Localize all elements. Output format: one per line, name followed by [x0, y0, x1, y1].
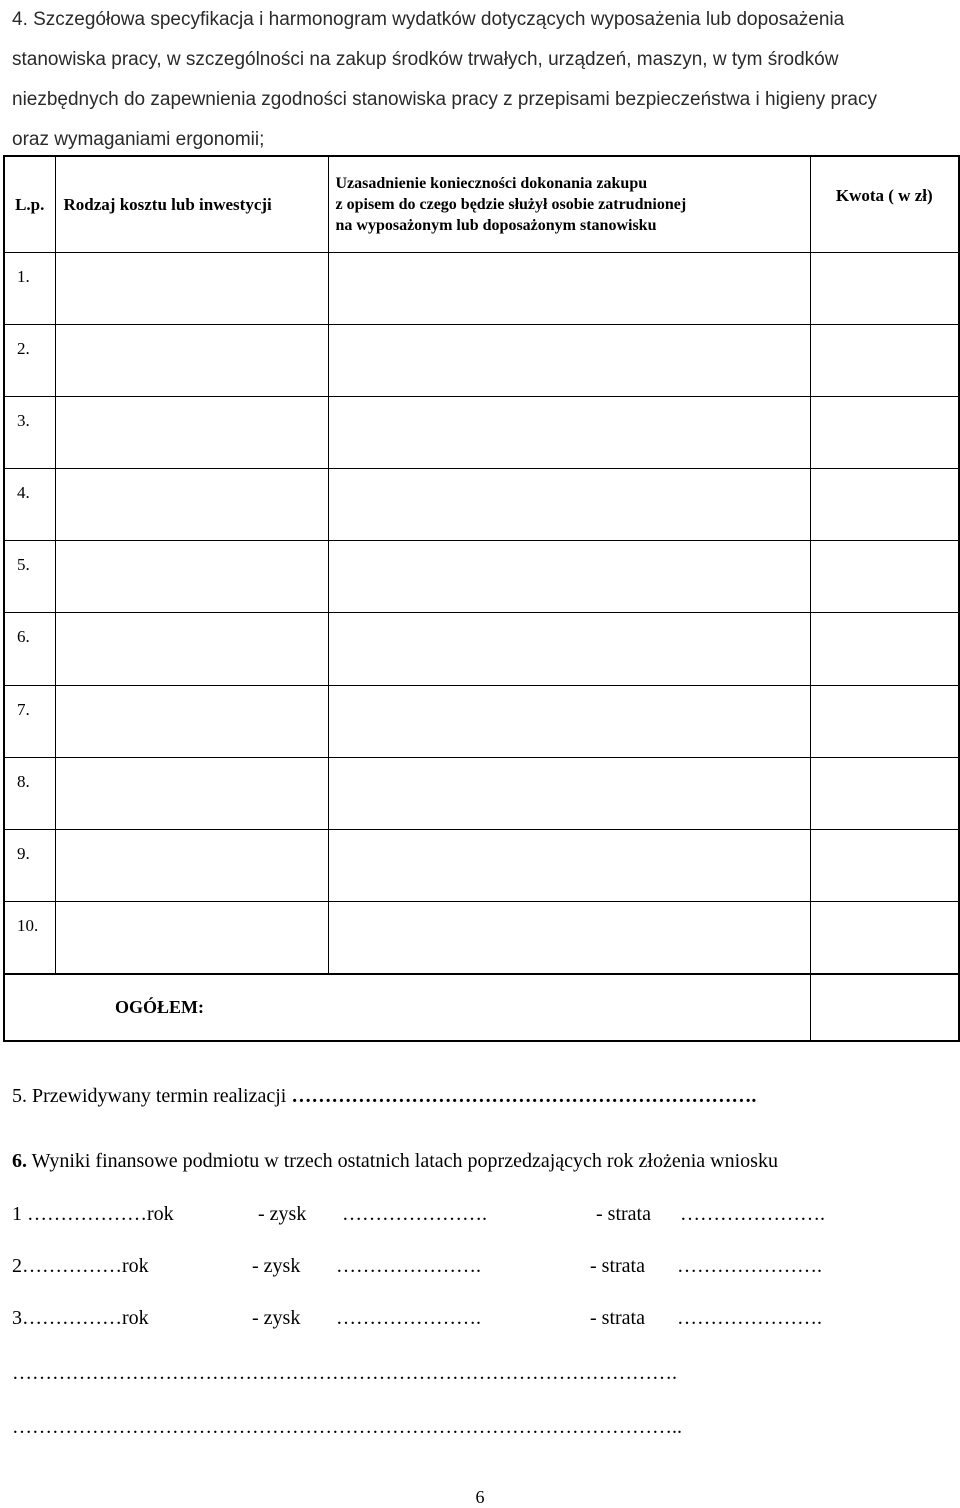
table-row — [4, 397, 959, 469]
cost-type-cell[interactable] — [55, 397, 328, 469]
table-row — [4, 902, 959, 974]
page-number: 6 — [475, 1487, 485, 1507]
loss-field[interactable]: …………………. — [680, 1203, 825, 1225]
row-number: 10. — [4, 902, 55, 974]
row-number: 5. — [4, 541, 55, 613]
row-number: 9. — [4, 829, 55, 901]
justification-cell[interactable] — [328, 829, 810, 901]
section-4-heading — [12, 0, 947, 160]
amount-cell[interactable] — [810, 324, 959, 396]
total-amount-cell[interactable] — [810, 974, 959, 1041]
loss-label: - strata — [596, 1203, 651, 1225]
profit-label: - zysk — [258, 1203, 307, 1225]
amount-cell[interactable] — [810, 757, 959, 829]
cost-type-cell[interactable] — [55, 757, 328, 829]
cost-type-cell[interactable] — [55, 469, 328, 541]
table-row — [4, 829, 959, 901]
profit-field[interactable]: …………………. — [336, 1255, 481, 1277]
table-row — [4, 324, 959, 396]
justification-cell[interactable] — [328, 252, 810, 324]
row-number: 7. — [4, 685, 55, 757]
amount-cell[interactable] — [810, 397, 959, 469]
amount-cell[interactable] — [810, 902, 959, 974]
justification-cell[interactable] — [328, 469, 810, 541]
table-header-row — [4, 156, 959, 252]
year-label[interactable]: 2……………rok — [12, 1255, 149, 1277]
cost-type-cell[interactable] — [55, 685, 328, 757]
row-number: 8. — [4, 757, 55, 829]
justification-cell[interactable] — [328, 324, 810, 396]
justification-cell[interactable] — [328, 902, 810, 974]
header-justification-line-2: z opisem do czego będzie służył osobie zatrudnionej — [335, 195, 687, 213]
financial-result-year-1 — [12, 1203, 952, 1229]
header-justification-line-3: na wyposażonym lub doposażonym stanowisku — [335, 216, 657, 234]
header-lp: L.p. — [4, 156, 55, 252]
total-label: OGÓŁEM: — [4, 974, 810, 1041]
row-number: 2. — [4, 324, 55, 396]
amount-cell[interactable] — [810, 541, 959, 613]
amount-cell[interactable] — [810, 829, 959, 901]
profit-field[interactable]: …………………. — [342, 1203, 487, 1225]
justification-cell[interactable] — [328, 685, 810, 757]
profit-field[interactable]: …………………. — [336, 1307, 481, 1329]
row-number: 1. — [4, 252, 55, 324]
cost-type-cell[interactable] — [55, 541, 328, 613]
section-5-label: 5. Przewidywany termin realizacji — [12, 1085, 292, 1107]
header-amount: Kwota ( w zł) — [810, 156, 959, 252]
cost-type-cell[interactable] — [55, 324, 328, 396]
expense-specification-table — [3, 155, 960, 1042]
profit-label: - zysk — [252, 1307, 301, 1329]
justification-cell[interactable] — [328, 757, 810, 829]
table-row — [4, 685, 959, 757]
loss-field[interactable]: …………………. — [677, 1307, 822, 1329]
extra-notes-line-2[interactable]: ……………………………………………………………………………………….. — [12, 1416, 682, 1438]
cost-type-cell[interactable] — [55, 829, 328, 901]
loss-field[interactable]: …………………. — [677, 1255, 822, 1277]
cost-type-cell[interactable] — [55, 252, 328, 324]
header-justification-line-1: Uzasadnienie konieczności dokonania zakupu — [335, 174, 648, 192]
cost-type-cell[interactable] — [55, 613, 328, 685]
header-cost-type: Rodzaj kosztu lub inwestycji — [55, 156, 328, 252]
financial-result-year-3 — [12, 1307, 952, 1333]
table-row — [4, 541, 959, 613]
table-row — [4, 757, 959, 829]
year-label[interactable]: 3……………rok — [12, 1307, 149, 1329]
total-row — [4, 974, 959, 1041]
year-label[interactable]: 1 ………………rok — [12, 1203, 174, 1225]
loss-label: - strata — [590, 1307, 645, 1329]
amount-cell[interactable] — [810, 252, 959, 324]
profit-label: - zysk — [252, 1255, 301, 1277]
heading-line-3: niezbędnych do zapewnienia zgodności stanowiska pracy z przepisami bezpieczeństwa i higieny pracy — [12, 89, 877, 110]
section-6-label: Wyniki finansowe podmiotu w trzech ostatnich latach poprzedzających rok złożenia wniosku — [27, 1150, 778, 1172]
amount-cell[interactable] — [810, 685, 959, 757]
heading-line-4: oraz wymaganiami ergonomii; — [12, 129, 265, 150]
amount-cell[interactable] — [810, 613, 959, 685]
financial-result-year-2 — [12, 1255, 952, 1281]
justification-cell[interactable] — [328, 613, 810, 685]
heading-line-1: 4. Szczegółowa specyfikacja i harmonogram wydatków dotyczących wyposażenia lub doposażenia — [12, 9, 845, 30]
realization-date-field[interactable]: ……………………………………………………………. — [291, 1085, 757, 1107]
header-justification — [328, 156, 810, 252]
cost-type-cell[interactable] — [55, 902, 328, 974]
section-5-realization-date — [12, 1085, 756, 1108]
amount-cell[interactable] — [810, 469, 959, 541]
section-6-number: 6. — [12, 1150, 27, 1172]
justification-cell[interactable] — [328, 397, 810, 469]
table-row — [4, 613, 959, 685]
justification-cell[interactable] — [328, 541, 810, 613]
loss-label: - strata — [590, 1255, 645, 1277]
extra-notes-line-1[interactable]: ………………………………………………………………………………………. — [12, 1362, 677, 1384]
section-6-heading — [12, 1150, 778, 1173]
heading-line-2: stanowiska pracy, w szczególności na zakup środków trwałych, urządzeń, maszyn, w tym środków — [12, 49, 839, 70]
row-number: 4. — [4, 469, 55, 541]
table-row — [4, 252, 959, 324]
row-number: 6. — [4, 613, 55, 685]
table-row — [4, 469, 959, 541]
row-number: 3. — [4, 397, 55, 469]
